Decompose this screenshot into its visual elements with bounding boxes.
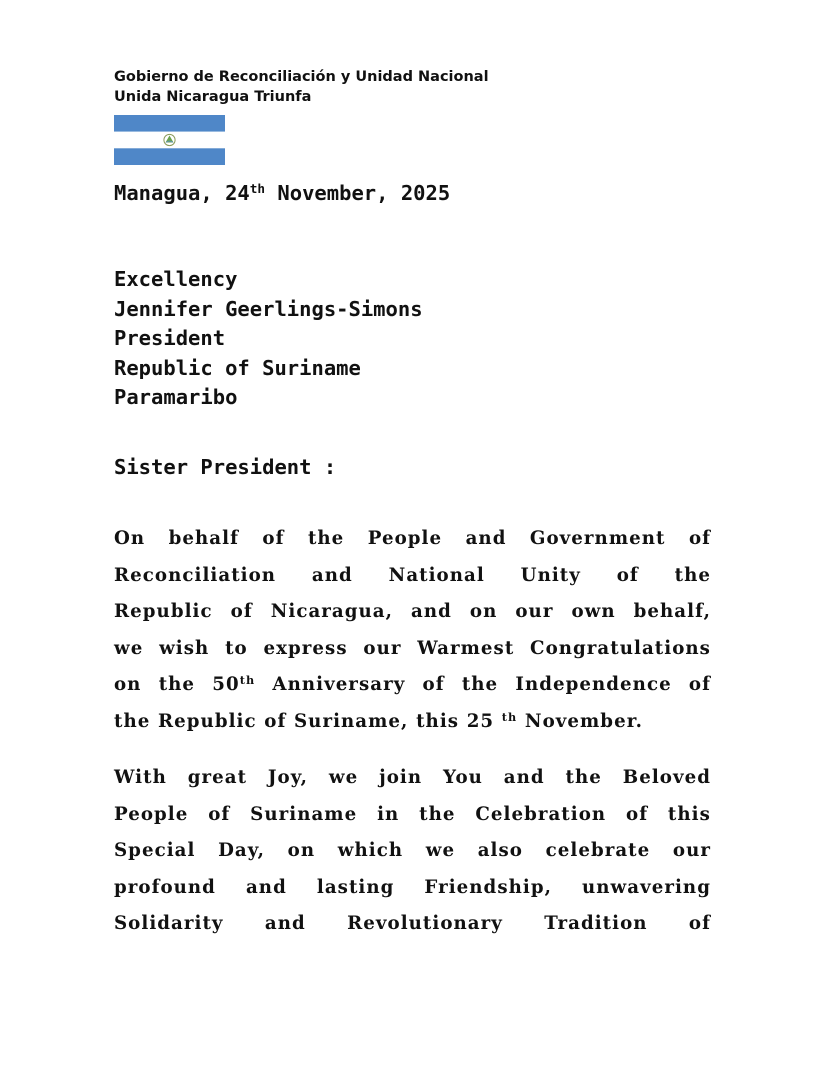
word: Celebration [475, 803, 607, 825]
word: Nicaragua, [270, 601, 394, 622]
body-paragraph-2 [114, 760, 711, 943]
text-line [114, 833, 711, 870]
recipient-honorific: Excellency [114, 267, 238, 291]
recipient-name: Jennifer Geerlings-Simons [114, 296, 423, 321]
word: Unity [520, 564, 581, 586]
word: Day, [218, 840, 266, 861]
word: our [672, 840, 711, 861]
recipient-city: Paramaribo [114, 385, 238, 409]
word: Solidarity [114, 913, 224, 934]
word: behalf [168, 528, 239, 549]
word: lasting [316, 876, 395, 898]
letterhead-government: Gobierno de Reconciliación y Unidad Nacional [114, 69, 489, 85]
body-paragraph-1 [114, 521, 711, 740]
word: the [565, 767, 602, 788]
word: You [443, 767, 483, 788]
word: of [262, 528, 285, 549]
word: on [469, 601, 498, 622]
word: Tradition [544, 913, 648, 934]
word: on [287, 840, 316, 861]
word: Joy, [267, 767, 309, 788]
word: Special [114, 840, 196, 861]
text-line [114, 760, 711, 797]
word: On [114, 528, 146, 549]
word: own [571, 601, 616, 622]
word: Friendship, [424, 876, 552, 898]
salutation: Sister President : [114, 455, 337, 479]
text-line [114, 870, 711, 907]
word: in [377, 803, 400, 825]
word: Congratulations [530, 637, 711, 659]
word: of [688, 913, 711, 934]
letterhead [114, 67, 489, 107]
word: of [626, 803, 649, 825]
word: this [667, 803, 711, 825]
word: which [337, 840, 404, 861]
recipient-block [114, 265, 423, 413]
word: the [419, 803, 456, 825]
word: and [465, 528, 507, 549]
text-line [114, 631, 711, 668]
recipient-country: Republic of Suriname [114, 355, 361, 380]
word: Beloved [622, 767, 711, 788]
word: we [425, 840, 456, 861]
text-line [114, 521, 711, 558]
recipient-title: President [114, 326, 226, 350]
word: express [263, 637, 348, 659]
word: great [187, 767, 248, 788]
text-line: the Republic of Suriname, this 25 $^{th}$ November. [114, 709, 644, 732]
word: of [208, 803, 231, 825]
word: the [307, 528, 345, 549]
word: and [245, 876, 287, 898]
word: to [225, 637, 248, 659]
word: and [264, 913, 306, 934]
word: behalf, [633, 601, 711, 622]
text-line [114, 797, 711, 834]
text-line [114, 906, 711, 943]
word: of [230, 601, 253, 622]
word: Revolutionary [347, 913, 503, 934]
word: our [515, 601, 554, 622]
word: Suriname [250, 803, 358, 825]
word: we [328, 767, 359, 788]
nicaragua-flag-icon [114, 115, 225, 165]
word: join [379, 767, 423, 788]
text-line [114, 594, 711, 631]
word: With [114, 767, 167, 788]
letter-date: Managua, 24th November, 2025 [114, 181, 451, 205]
letterhead-motto: Unida Nicaragua Triunfa [114, 89, 312, 105]
word: also [477, 840, 523, 861]
word: Warmest [417, 637, 515, 659]
word: of [616, 564, 639, 586]
word: and [411, 601, 452, 622]
word: of [688, 528, 711, 549]
word: and [503, 767, 545, 788]
word: People [114, 803, 189, 825]
word: Government [529, 528, 666, 549]
word: wish [159, 637, 210, 659]
word: People [367, 528, 443, 549]
word: Republic [114, 601, 213, 622]
text-line [114, 558, 711, 595]
word: unwavering [582, 876, 711, 898]
word: we [114, 637, 144, 659]
word: and [311, 564, 353, 586]
word: National [388, 564, 485, 586]
word: Reconciliation [114, 564, 277, 586]
word: the [674, 564, 711, 586]
word: celebrate [545, 840, 651, 861]
word: profound [114, 876, 216, 898]
text-line: on the 50th Anniversary of the Independence of [114, 672, 711, 695]
word: our [363, 637, 402, 659]
